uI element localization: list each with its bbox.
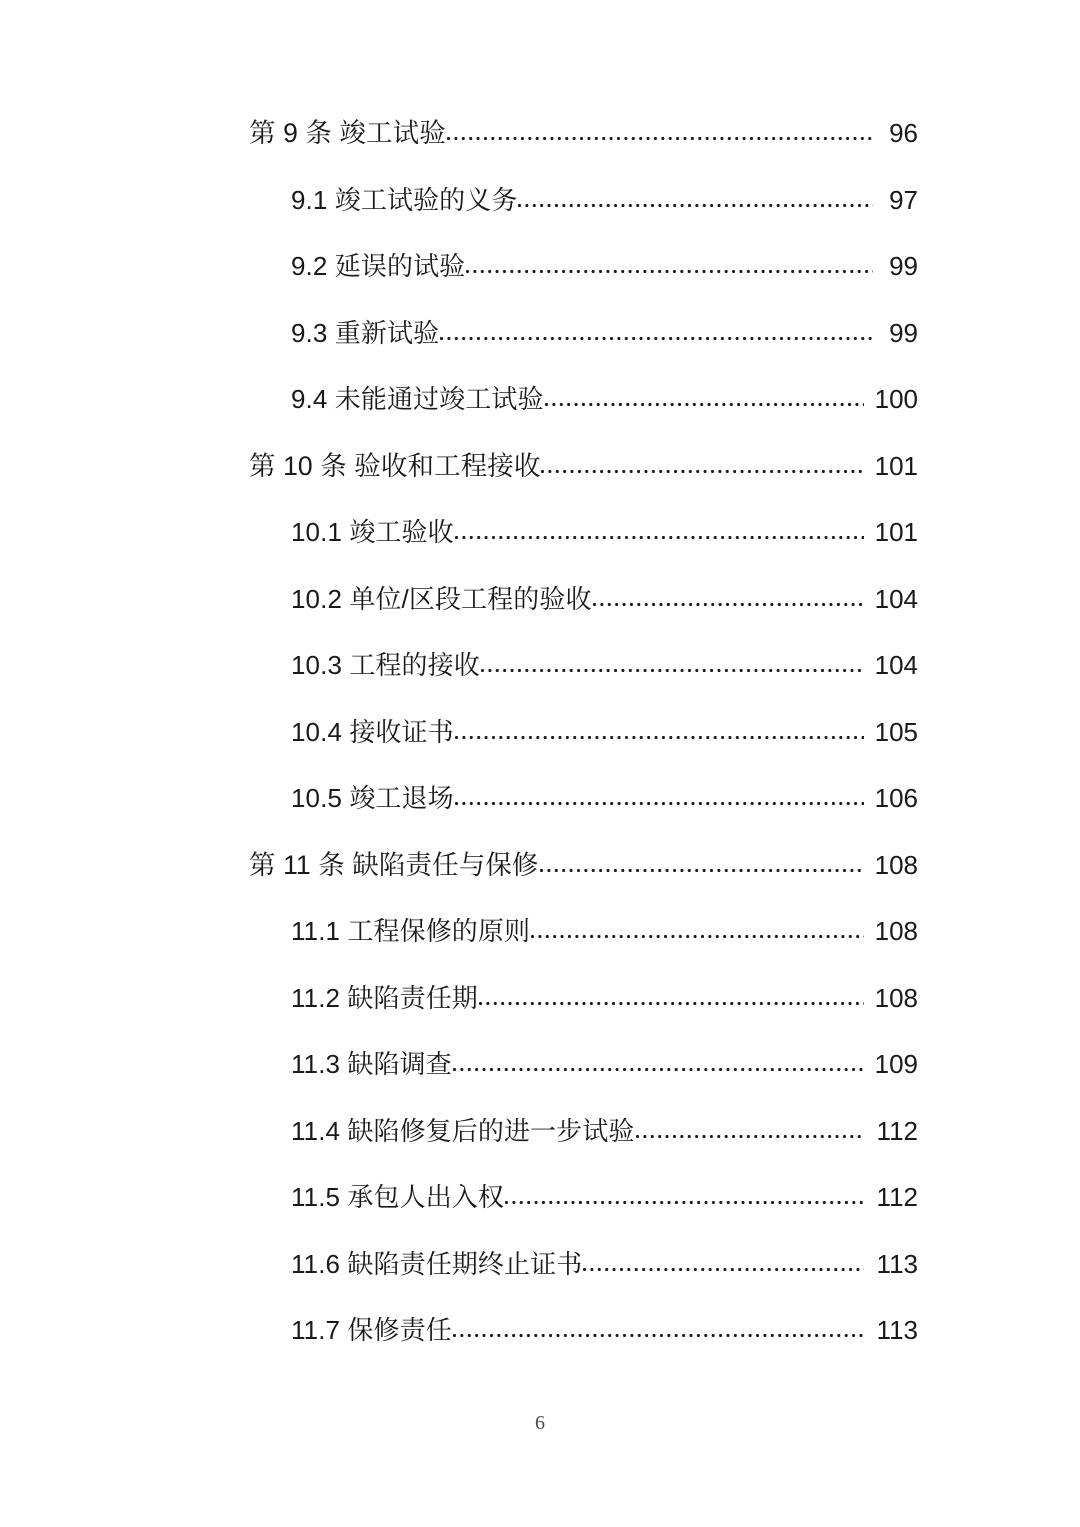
toc-entry-title: 11.4 缺陷修复后的进一步试验 — [291, 1115, 635, 1146]
toc-entry-page-number: 99 — [889, 317, 918, 348]
toc-entry-page-number: 109 — [874, 1049, 918, 1079]
toc-entry[interactable] — [0, 1184, 1080, 1251]
toc-entry-title: 10.3 工程的接收 — [291, 650, 480, 680]
toc-entry[interactable] — [0, 253, 1080, 320]
toc-entry-title: 11.1 工程保修的原则 — [291, 916, 531, 946]
toc-leader-dots — [583, 1257, 864, 1273]
toc-entry-title: 11.7 保修责任 — [291, 1315, 452, 1345]
toc-entry[interactable] — [0, 583, 1080, 653]
toc-entry-title: 10.1 竣工验收 — [291, 517, 454, 547]
toc-leader-dots — [447, 126, 873, 142]
toc-entry-page-number: 108 — [874, 849, 918, 880]
toc-entry-page-number: 96 — [889, 118, 918, 148]
toc-entry-page-number: 104 — [874, 583, 918, 614]
toc-leader-dots — [541, 459, 864, 475]
toc-entry-title: 9.4 未能通过竣工试验 — [291, 384, 544, 414]
toc-entry-title: 11.2 缺陷责任期 — [291, 982, 478, 1013]
toc-entry-page-number: 104 — [874, 650, 918, 680]
toc-entry[interactable] — [0, 849, 1080, 919]
toc-entry[interactable] — [0, 1248, 1080, 1318]
toc-entry-title: 10.2 单位/区段工程的验收 — [291, 583, 592, 614]
page-number-footer: 6 — [535, 1412, 545, 1434]
toc-entry[interactable] — [0, 716, 1080, 786]
toc-entry-page-number: 99 — [889, 251, 918, 281]
table-of-contents — [0, 120, 1080, 1384]
toc-leader-dots — [440, 326, 873, 342]
toc-leader-dots — [531, 924, 864, 940]
toc-entry-page-number: 112 — [876, 1115, 918, 1146]
toc-entry-title: 11.5 承包人出入权 — [291, 1182, 504, 1212]
toc-entry[interactable] — [0, 519, 1080, 586]
toc-entry-page-number: 108 — [874, 916, 918, 946]
toc-entry[interactable] — [0, 386, 1080, 453]
toc-leader-dots — [518, 193, 873, 209]
toc-entry-page-number: 105 — [874, 716, 918, 747]
toc-entry[interactable] — [0, 1317, 1080, 1384]
toc-leader-dots — [453, 1323, 864, 1339]
toc-entry-page-number: 101 — [874, 517, 918, 547]
toc-leader-dots — [453, 1057, 864, 1073]
toc-leader-dots — [540, 858, 865, 874]
toc-leader-dots — [466, 259, 873, 275]
toc-entry[interactable] — [0, 1115, 1080, 1185]
toc-leader-dots — [455, 525, 864, 541]
toc-entry[interactable] — [0, 918, 1080, 985]
toc-leader-dots — [505, 1190, 864, 1206]
toc-entry-title: 第 11 条 缺陷责任与保修 — [249, 849, 539, 880]
toc-entry-title: 10.5 竣工退场 — [291, 783, 454, 813]
toc-entry[interactable] — [0, 652, 1080, 719]
toc-entry-title: 第 10 条 验收和工程接收 — [249, 450, 541, 481]
toc-leader-dots — [481, 658, 864, 674]
toc-entry-title: 9.3 重新试验 — [291, 317, 440, 348]
toc-entry-page-number: 106 — [874, 783, 918, 813]
toc-leader-dots — [545, 392, 864, 408]
toc-entry-page-number: 113 — [876, 1248, 918, 1279]
toc-entry[interactable] — [0, 982, 1080, 1052]
toc-entry-page-number: 97 — [889, 184, 918, 215]
toc-entry[interactable] — [0, 785, 1080, 852]
toc-leader-dots — [636, 1124, 865, 1140]
toc-entry-page-number: 101 — [874, 450, 918, 481]
toc-entry-title: 9.1 竣工试验的义务 — [291, 184, 518, 215]
toc-entry-title: 11.3 缺陷调查 — [291, 1049, 452, 1079]
toc-leader-dots — [593, 592, 864, 608]
toc-entry-title: 第 9 条 竣工试验 — [249, 118, 446, 148]
toc-entry-page-number: 112 — [876, 1182, 918, 1212]
toc-entry-title: 9.2 延误的试验 — [291, 251, 466, 281]
toc-entry-page-number: 113 — [876, 1315, 918, 1345]
toc-entry[interactable] — [0, 120, 1080, 187]
toc-entry[interactable] — [0, 450, 1080, 520]
toc-entry-page-number: 100 — [874, 384, 918, 414]
toc-leader-dots — [455, 725, 864, 741]
toc-leader-dots — [455, 791, 864, 807]
toc-entry[interactable] — [0, 184, 1080, 254]
toc-entry-title: 10.4 接收证书 — [291, 716, 454, 747]
toc-entry-title: 11.6 缺陷责任期终止证书 — [291, 1248, 583, 1279]
toc-entry-page-number: 108 — [874, 982, 918, 1013]
toc-entry[interactable] — [0, 1051, 1080, 1118]
toc-leader-dots — [479, 991, 864, 1007]
toc-entry[interactable] — [0, 317, 1080, 387]
